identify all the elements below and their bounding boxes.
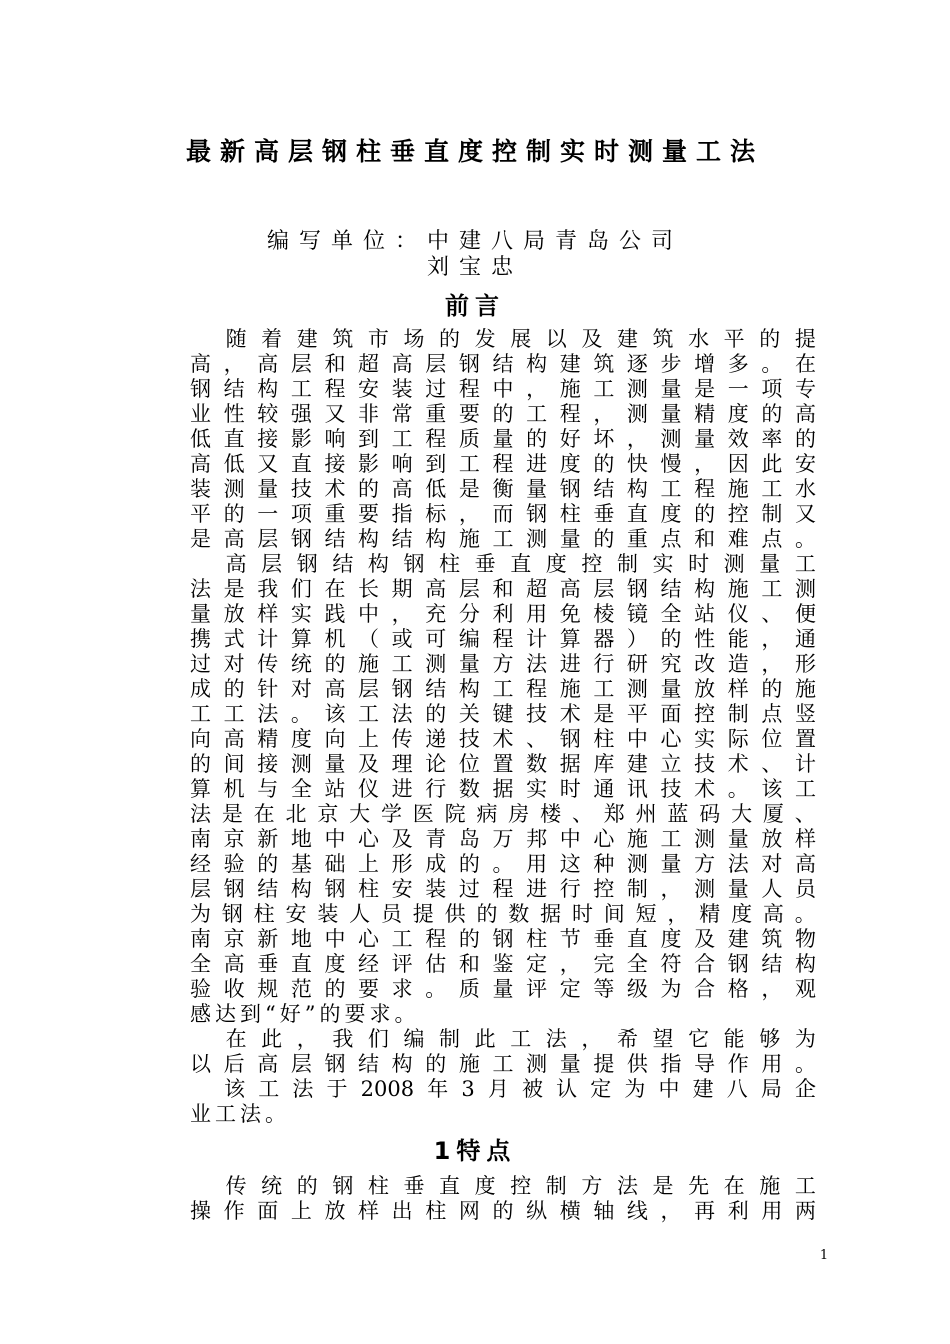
body-text-line: 成 的 针 对 高 层 钢 结 构 工 程 施 工 测 量 放 样 的 施 — [190, 677, 816, 701]
body-text-line: 装 测 量 技 术 的 高 低 是 衡 量 钢 结 构 工 程 施 工 水 — [190, 477, 816, 501]
author-name: 刘宝忠 — [426, 255, 523, 280]
body-text-line: 的 间 接 测 量 及 理 论 位 置 数 据 库 建 立 技 术 、 计 — [190, 752, 816, 776]
body-text-line: 经 验 的 基 础 上 形 成 的 。 用 这 种 测 量 方 法 对 高 — [190, 852, 816, 876]
body-text-line: 向 高 精 度 向 上 传 递 技 术 、 钢 柱 中 心 实 际 位 置 — [190, 727, 816, 751]
body-text-line: 业 性 较 强 又 非 常 重 要 的 工 程 ， 测 量 精 度 的 高 — [190, 402, 816, 426]
body-text-line: 南 京 新 地 中 心 及 青 岛 万 邦 中 心 施 工 测 量 放 样 — [190, 827, 816, 851]
heading-section-1: 1特点 — [433, 1137, 517, 1165]
body-text-line: 钢 结 构 工 程 安 装 过 程 中 ， 施 工 测 量 是 一 项 专 — [190, 377, 816, 401]
body-text-line: 层 钢 结 构 钢 柱 安 装 过 程 进 行 控 制 ， 测 量 人 员 — [190, 877, 816, 901]
document-title: 最新高层钢柱垂直度控制实时测量工法 — [185, 137, 764, 166]
body-text-line: 该 工 法 于 2008 年 3 月 被 认 定 为 中 建 八 局 企 — [224, 1077, 816, 1101]
body-text-line: 为 钢 柱 安 装 人 员 提 供 的 数 据 时 间 短 ， 精 度 高 。 — [190, 902, 816, 926]
body-text-line: 全 高 垂 直 度 经 评 估 和 鉴 定 ， 完 全 符 合 钢 结 构 — [190, 952, 816, 976]
body-text-line: 高 层 钢 结 构 钢 柱 垂 直 度 控 制 实 时 测 量 工 — [225, 552, 816, 576]
body-text-line: 平 的 一 项 重 要 指 标 ， 而 钢 柱 垂 直 度 的 控 制 又 — [190, 502, 816, 526]
body-text-line: 算 机 与 全 站 仪 进 行 数 据 实 时 通 讯 技 术 。 该 工 — [190, 777, 816, 801]
body-text-line: 业 工 法 。 — [190, 1102, 286, 1126]
body-text-line: 过 对 传 统 的 施 工 测 量 方 法 进 行 研 究 改 造 ， 形 — [190, 652, 816, 676]
body-text-line: 工 工 法 。 该 工 法 的 关 键 技 术 是 平 面 控 制 点 竖 — [190, 702, 816, 726]
body-text-line: 是 高 层 钢 结 构 结 构 施 工 测 量 的 重 点 和 难 点 。 — [190, 527, 816, 551]
body-text-line: 低 直 接 影 响 到 工 程 质 量 的 好 坏 ， 测 量 效 率 的 — [190, 427, 816, 451]
body-text-line: 法 是 我 们 在 长 期 高 层 和 超 高 层 钢 结 构 施 工 测 — [190, 577, 816, 601]
body-text-line: 以 后 高 层 钢 结 构 的 施 工 测 量 提 供 指 导 作 用 。 — [190, 1052, 816, 1076]
body-text-line: 法 是 在 北 京 大 学 医 院 病 房 楼 、 郑 州 蓝 码 大 厦 、 — [190, 802, 816, 826]
body-text-line: 操 作 面 上 放 样 出 柱 网 的 纵 横 轴 线 ， 再 利 用 两 — [190, 1199, 816, 1223]
body-text-line: 验 收 规 范 的 要 求 。 质 量 评 定 等 级 为 合 格 ， 观 — [190, 977, 816, 1001]
body-text-line: 高 ， 高 层 和 超 高 层 钢 结 构 建 筑 逐 步 增 多 。 在 — [190, 352, 816, 376]
body-text-line: 高 低 又 直 接 影 响 到 工 程 进 度 的 快 慢 ， 因 此 安 — [190, 452, 816, 476]
body-text-line: 在 此 ， 我 们 编 制 此 工 法 ， 希 望 它 能 够 为 — [225, 1027, 816, 1051]
body-text-line: 携 式 计 算 机 （ 或 可 编 程 计 算 器 ） 的 性 能 ， 通 — [190, 627, 816, 651]
page-number: 1 — [819, 1248, 829, 1263]
heading-preface: 前言 — [445, 292, 505, 320]
author-unit: 编写单位：中建八局青岛公司 — [266, 229, 683, 254]
body-text-line: 传 统 的 钢 柱 垂 直 度 控 制 方 法 是 先 在 施 工 — [225, 1174, 816, 1198]
body-text-line: 量 放 样 实 践 中 ， 充 分 利 用 免 棱 镜 全 站 仪 、 便 — [190, 602, 816, 626]
body-text-line: 南 京 新 地 中 心 工 程 的 钢 柱 节 垂 直 度 及 建 筑 物 — [190, 927, 816, 951]
body-text-line: 感 达 到 “ 好 ” 的 要 求 。 — [190, 1002, 416, 1026]
body-text-line: 随 着 建 筑 市 场 的 发 展 以 及 建 筑 水 平 的 提 — [225, 327, 816, 351]
